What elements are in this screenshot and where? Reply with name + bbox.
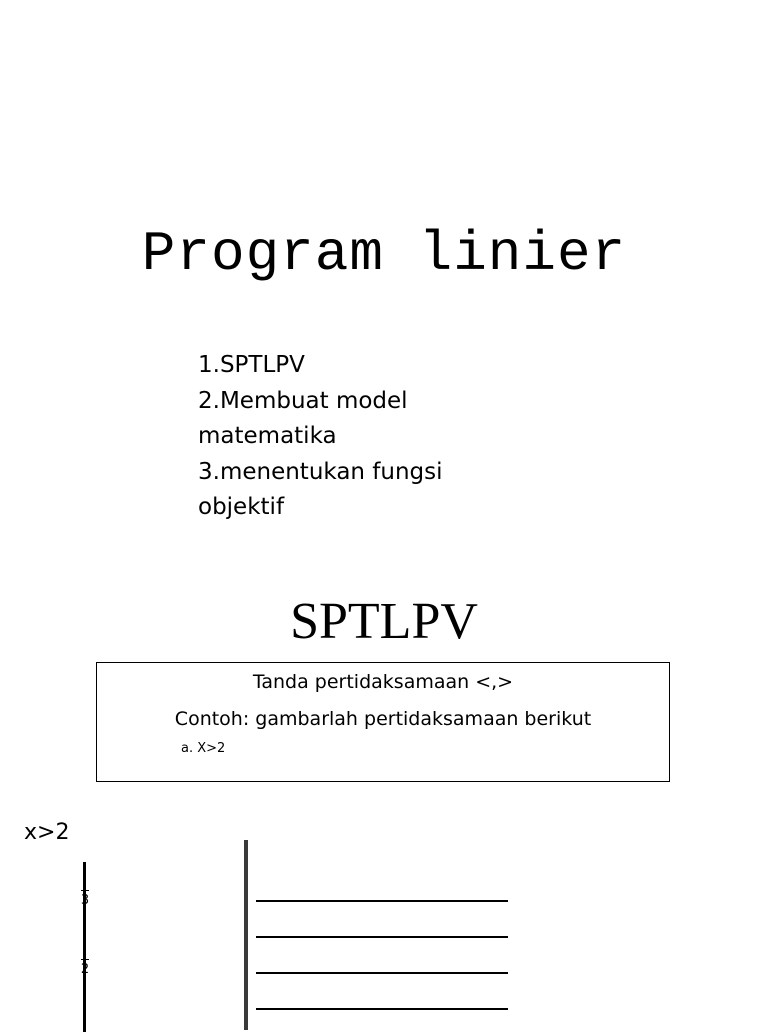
answer-blank-line xyxy=(256,936,508,938)
number-line-axis xyxy=(83,862,86,1032)
answer-blank-line xyxy=(256,900,508,902)
divider-axis xyxy=(244,840,248,1030)
answer-blank-line xyxy=(256,1008,508,1010)
topic-item: 1.SPTLPV xyxy=(198,352,305,378)
example-item-a: a. X>2 xyxy=(181,741,226,756)
axis-tick-label: 2 xyxy=(78,963,92,977)
section-title: SPTLPV xyxy=(290,593,478,650)
example-instruction: Contoh: gambarlah pertidaksamaan berikut xyxy=(174,708,592,730)
axis-tick-label: 3 xyxy=(78,894,92,908)
inequality-signs-text: Tanda pertidaksamaan <,> xyxy=(252,671,514,693)
topic-item: 3.menentukan fungsi objektif xyxy=(198,458,443,520)
answer-blank-line xyxy=(256,972,508,974)
page-title: Program linier xyxy=(141,222,627,286)
inequality-label: x>2 xyxy=(24,820,70,845)
example-box xyxy=(96,662,670,782)
topic-list xyxy=(198,348,498,526)
topic-item: 2.Membuat model matematika xyxy=(198,387,408,449)
